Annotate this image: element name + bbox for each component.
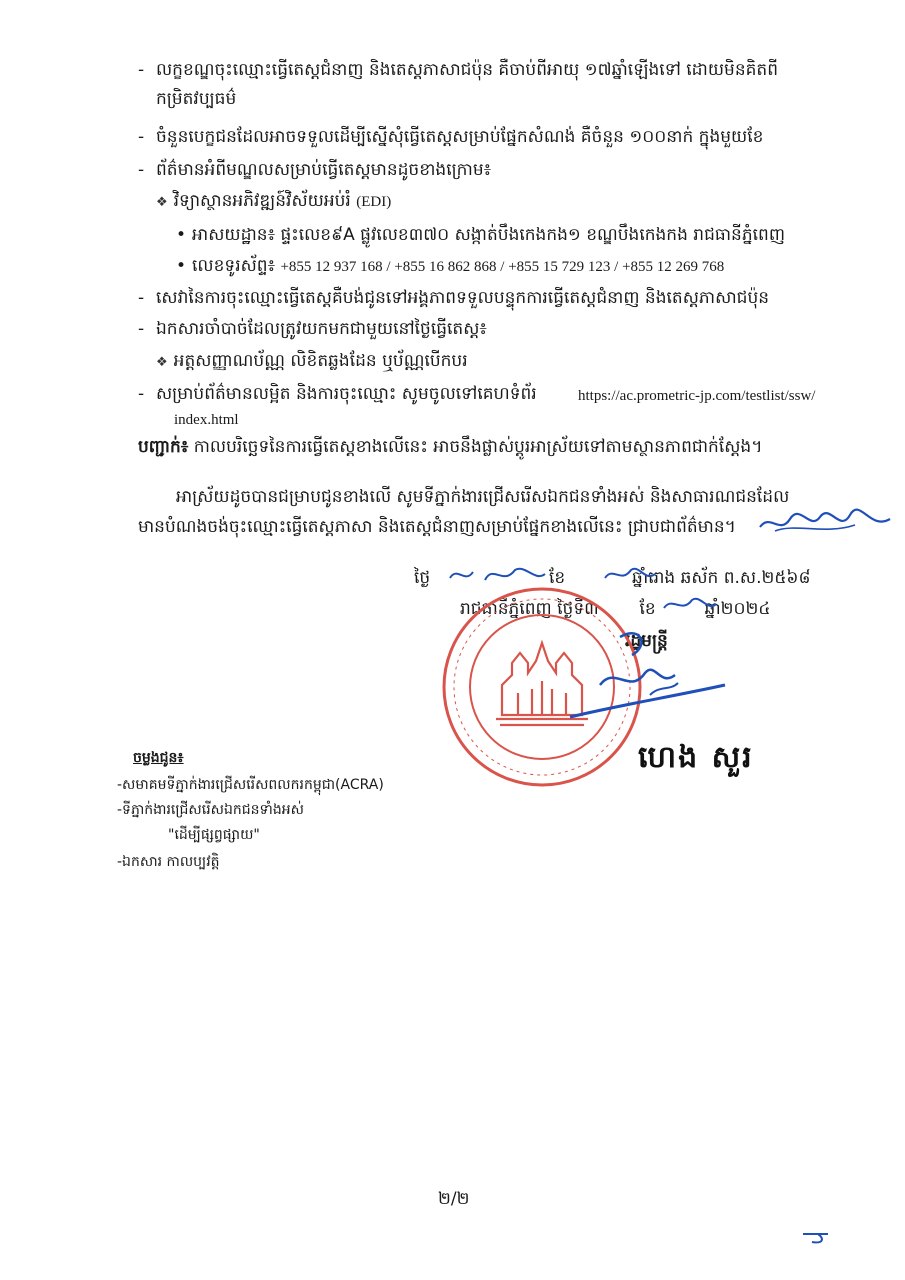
distribution-item: -ទីភ្នាក់ងារជ្រើសរើសឯកជនទាំងអស់ [117, 802, 304, 818]
minister-name: ហេង សួរ [638, 740, 754, 775]
page-number: ២/២ [438, 1189, 470, 1209]
test-center-address: • អាសយដ្ឋាន៖ ផ្ទះលេខ៩A ផ្លូវលេខ៣៧០ សង្កាត់បឹងកេងកង១ ខណ្ឌបឹងកេងកង រាជធានីភ្នំពេញ [176, 225, 786, 245]
required-documents: ❖ អត្តសញ្ញាណប័ណ្ណ លិខិតឆ្លងដែន ឬប័ណ្ណបើកបរ [156, 351, 468, 371]
list-item-test-center: - ព័ត៌មានអំពីមណ្ឌលសម្រាប់ធ្វើតេស្តមានដូចខាងក្រោម៖ [138, 160, 492, 180]
diamond-bullet-icon: ❖ [156, 355, 168, 370]
distribution-item: -សមាគមទីភ្នាក់ងារជ្រើសរើសពលករកម្ពុជា(ACRA) [117, 777, 384, 793]
closing-paragraph-cont: មានបំណងចង់ចុះឈ្មោះធ្វើតេស្តភាសា និងតេស្តជំនាញសម្រាប់ផ្នែកខាងលើនេះ ជ្រាបជាព័ត៌មាន។ [138, 517, 736, 537]
list-item-eligibility-cont: កម្រិតវប្បធម៌ [156, 89, 237, 109]
list-item-website: - សម្រាប់ព័ត៌មានលម្អិត និងការចុះឈ្មោះ សូមចូលទៅគេហទំព័រ [138, 384, 537, 404]
handwritten-month [660, 590, 720, 620]
minister-signature [560, 625, 730, 720]
corner-initial-mark [800, 1228, 834, 1246]
list-item-eligibility: - លក្ខខណ្ឌចុះឈ្មោះធ្វើតេស្តជំនាញ និងតេស្តភាសាជប៉ុន គឺចាប់ពីអាយុ ១៧ឆ្នាំឡើងទៅ ដោយមិនគិតពី [138, 60, 779, 80]
solar-date: រាជធានីភ្នំពេញ ថ្ងៃទី៣ ខែ ឆ្នាំ២០២៤ [460, 599, 771, 619]
minister-title: រដ្ឋមន្ត្រី [625, 631, 668, 651]
list-item-documents: - ឯកសារចាំបាច់ដែលត្រូវយកមកជាមួយនៅថ្ងៃធ្វើតេស្ត៖ [138, 319, 487, 339]
diamond-bullet-icon: ❖ [156, 195, 168, 210]
test-center-name: ❖ វិទ្យាស្ថានអភិវឌ្ឍន៍វិស័យអប់រំ (EDI) [156, 191, 392, 211]
test-center-phone: • លេខទូរស័ព្ទ៖ +855 12 937 168 / +855 16 862 868 / +855 15 729 123 / +855 12 269 768 [176, 256, 725, 276]
list-item-quota: - ចំនួនបេក្ខជនដែលអាចទទួលដើម្បីស្នើសុំធ្វើតេស្តសម្រាប់ផ្នែកសំណង់ គឺចំនួន ១០០នាក់ ក្នុងមួយខែ [138, 127, 764, 147]
round-bullet-icon: • [176, 256, 187, 276]
website-link-cont[interactable]: index.html [174, 412, 239, 428]
distribution-item: -ឯកសារ កាលប្បវត្តិ [117, 854, 220, 870]
round-bullet-icon: • [176, 225, 187, 245]
distribution-item: "ដើម្បីផ្សព្វផ្សាយ" [168, 827, 260, 843]
lunar-date: ថ្ងៃ ខែ ឆ្នាំរោង ឆស័ក ព.ស.២៥៦៨ [414, 568, 811, 588]
distribution-heading: ចម្លងជូន៖ [133, 750, 184, 766]
website-link[interactable]: https://ac.prometric-jp.com/testlist/ssw/ [578, 388, 816, 404]
list-item-fee: - សេវានៃការចុះឈ្មោះធ្វើតេស្តគឺបង់ជូនទៅអង្គភាពទទួលបន្ទុកការធ្វើតេស្តជំនាញ និងតេស្តភាសាជប៉ុន [138, 288, 770, 308]
note: បញ្ជាក់៖ កាលបរិច្ឆេទនៃការធ្វើតេស្តខាងលើនេះ អាចនឹងផ្លាស់ប្តូរអាស្រ័យទៅតាមស្ថានភាពជាក់ស្តែង។ [138, 437, 763, 457]
closing-paragraph: អាស្រ័យដូចបានជម្រាបជូនខាងលើ សូមទីភ្នាក់ងារជ្រើសរើសឯកជនទាំងអស់ និងសាធារណជនដែល [176, 487, 790, 507]
handwritten-initials [755, 505, 895, 539]
